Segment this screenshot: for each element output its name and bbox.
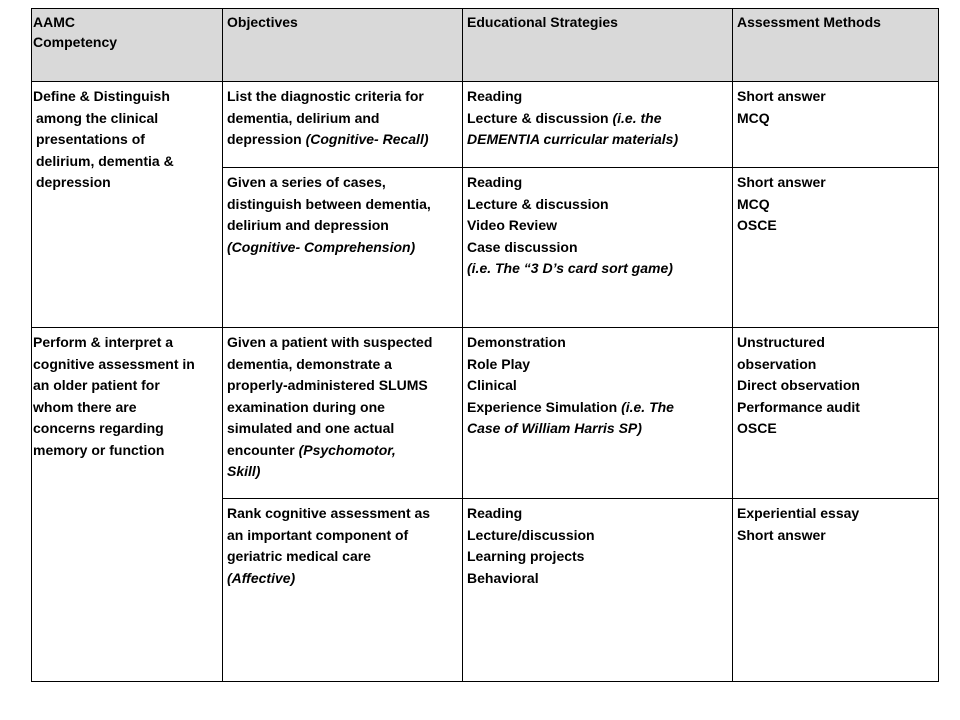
objective-line: (Affective)	[227, 569, 296, 586]
strategy-line: Reading	[467, 174, 523, 190]
competency-table	[31, 8, 938, 681]
competency-1-line: delirium, dementia &	[36, 152, 174, 169]
assessment-line: Unstructured	[737, 334, 825, 350]
assessment-line: MCQ	[737, 109, 770, 126]
competency-1-line: depression	[36, 174, 111, 190]
assessment-line: Performance audit	[737, 398, 860, 415]
objective-line: dementia, demonstrate a	[227, 355, 392, 372]
objective-line: dementia, delirium and	[227, 109, 380, 126]
assessment-line: Short answer	[737, 174, 826, 190]
header-assessment: Assessment Methods	[732, 8, 939, 82]
strategy-line: Clinical	[467, 377, 517, 393]
strategies-cell-1a	[462, 81, 733, 168]
assessment-cell-1b	[732, 167, 939, 328]
strategy-line: Reading	[467, 88, 523, 104]
header-competency-line-2: Competency	[33, 34, 118, 50]
objective-line: Given a patient with suspected	[227, 334, 433, 350]
header-objectives: Objectives	[222, 8, 463, 82]
objective-line: distinguish between dementia,	[227, 195, 431, 212]
strategy-line: Learning projects	[467, 548, 585, 564]
strategy-line: Demonstration	[467, 334, 566, 350]
assessment-cell-1a	[732, 81, 939, 168]
strategies-cell-1b	[462, 167, 733, 328]
strategy-line: Lecture & discussion (i.e. the	[467, 109, 662, 126]
objective-line: geriatric medical care	[227, 548, 371, 564]
objective-line: (Cognitive- Comprehension)	[227, 238, 416, 255]
strategy-line: Case discussion	[467, 238, 578, 255]
objective-line: examination during one	[227, 398, 385, 415]
objective-cell-1b	[222, 167, 463, 328]
objective-line: Skill)	[227, 463, 261, 479]
strategy-line: Video Review	[467, 217, 558, 233]
competency-cell-1	[31, 81, 223, 328]
competency-2-line: cognitive assessment in	[33, 355, 195, 372]
strategies-cell-2b	[462, 498, 733, 682]
header-competency-line-1: AAMC	[33, 14, 75, 30]
competency-2-line: concerns regarding	[33, 420, 164, 436]
competency-1-line: presentations of	[36, 131, 145, 147]
objective-line: depression (Cognitive- Recall)	[227, 131, 429, 147]
assessment-line: Experiential essay	[737, 505, 860, 521]
objective-cell-2a	[222, 327, 463, 499]
assessment-line: Direct observation	[737, 377, 860, 393]
objective-line: an important component of	[227, 526, 409, 543]
objective-cell-1a	[222, 81, 463, 168]
objective-line: List the diagnostic criteria for	[227, 88, 424, 104]
objective-line: simulated and one actual	[227, 420, 395, 436]
strategy-line: Lecture/discussion	[467, 526, 595, 543]
competency-1-line: Define & Distinguish	[33, 88, 170, 104]
competency-1-line: among the clinical	[36, 109, 159, 126]
header-strategies: Educational Strategies	[462, 8, 733, 82]
objective-line: properly-administered SLUMS	[227, 377, 428, 393]
assessment-line: MCQ	[737, 195, 770, 212]
strategy-line: (i.e. The “3 D’s card sort game)	[467, 260, 673, 276]
assessment-line: Short answer	[737, 526, 826, 543]
competency-2-line: memory or function	[33, 441, 165, 458]
competency-2-line: Perform & interpret a	[33, 334, 174, 350]
strategy-line: Experience Simulation (i.e. The	[467, 398, 674, 415]
assessment-cell-2a	[732, 327, 939, 499]
objective-cell-2b	[222, 498, 463, 682]
strategy-line: DEMENTIA curricular materials)	[467, 131, 679, 147]
header-competency	[31, 8, 223, 82]
objective-line: encounter (Psychomotor,	[227, 441, 396, 458]
assessment-line: OSCE	[737, 420, 777, 436]
strategies-cell-2a	[462, 327, 733, 499]
strategy-line: Case of William Harris SP)	[467, 420, 642, 436]
strategy-line: Role Play	[467, 355, 531, 372]
objective-line: Given a series of cases,	[227, 174, 386, 190]
competency-2-line: an older patient for	[33, 377, 160, 393]
assessment-line: observation	[737, 355, 817, 372]
competency-2-line: whom there are	[33, 398, 137, 415]
strategy-line: Lecture & discussion	[467, 195, 609, 212]
strategy-line: Behavioral	[467, 569, 539, 586]
assessment-line: OSCE	[737, 217, 777, 233]
strategy-line: Reading	[467, 505, 523, 521]
assessment-cell-2b	[732, 498, 939, 682]
objective-line: delirium and depression	[227, 217, 389, 233]
competency-cell-2	[31, 327, 223, 682]
assessment-line: Short answer	[737, 88, 826, 104]
objective-line: Rank cognitive assessment as	[227, 505, 431, 521]
